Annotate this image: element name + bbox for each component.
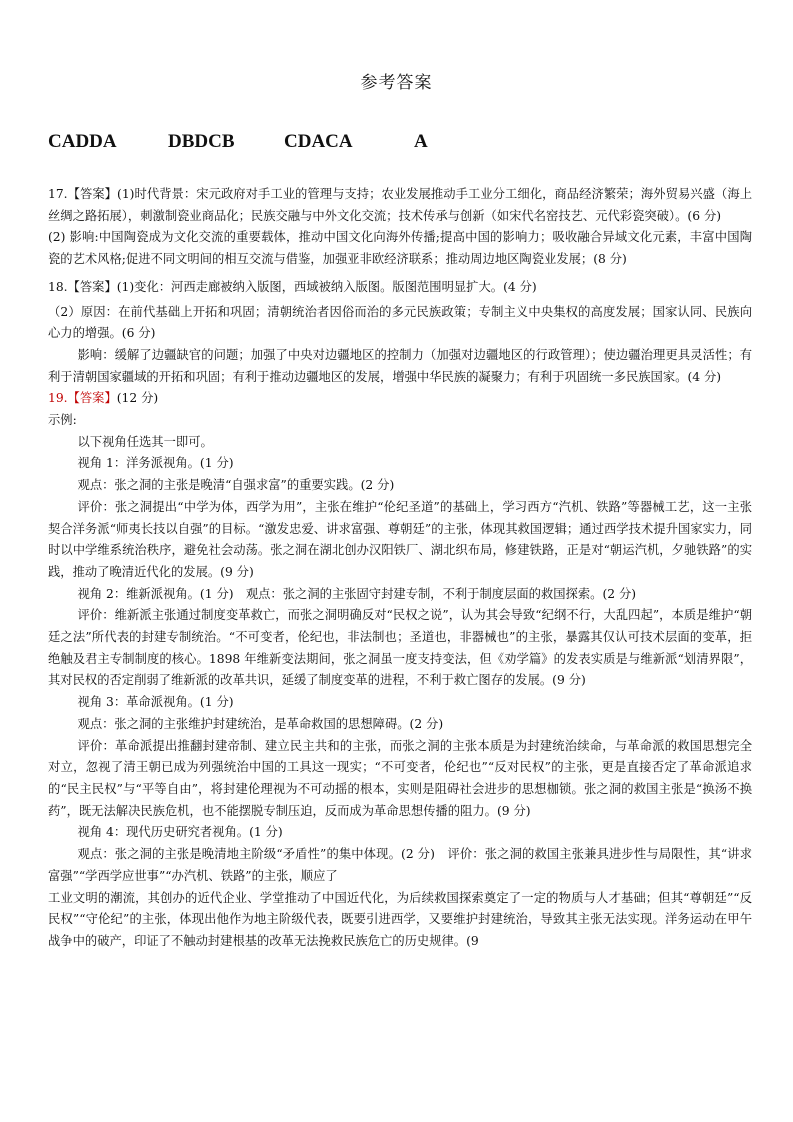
q19-view4-viewpoint: 观点：张之洞的主张是晚清地主阶级“矛盾性”的集中体现。(2 分) 评价：张之洞的救国主张兼具进步性与局限性，其“讲求富强”“学西学应世事”“办汽机、铁路”的主张，顺应了	[48, 847, 752, 883]
q19-view3-viewpoint: 观点：张之洞的主张维护封建统治，是革命救国的思想障碍。(2 分)	[77, 716, 444, 731]
answer-body	[48, 184, 752, 953]
q17-heading: 17.【答案】	[48, 187, 118, 201]
q19-intro: 以下视角任选其一即可。	[77, 434, 213, 449]
q17-part2: (2) 影响:中国陶瓷成为文化交流的重要载体，推动中国文化向海外传播;提高中国的影响力；吸收融合异域文化元素，丰富中国陶瓷的艺术风格;促进不同文明间的相互交流与借鉴，加强亚非欧经济联系；推动周边地区陶瓷业发展；(8 分)	[48, 230, 752, 267]
q19-view4-evaluation: 工业文明的潮流，其创办的近代企业、学堂推动了中国近代化，为后续救国探索奠定了一定的物质与人才基础；但其“尊朝廷”“反民权”“守伦纪”的主张，体现出他作为地主阶级代表，既要引进西学，又要维护封建统治，导致其主张无法实现。洋务运动在甲午战争中的破产，印证了不触动封建根基的改革无法挽救民族危亡的历史规律。(9	[48, 890, 752, 948]
q18-heading: 18.【答案】	[48, 279, 117, 294]
q19-view3-evaluation: 评价：革命派提出推翻封建帝制、建立民主共和的主张，而张之洞的主张本质是为封建统治续命，与革命派的救国思想完全对立，忽视了清王朝已成为列强统治中国的工具这一现实；“不可变者，伦纪也”“反对民权”的主张，更是直接否定了革命派追求的“民主民权”与“平等自由”，将封建伦理视为不可动摇的根本，实则是阻碍社会进步的思想枷锁。张之洞的救国主张是“换汤不换药”，既无法解决民族危机，也不能摆脱专制压迫，反而成为革命思想传播的阻力。(9 分)	[48, 738, 752, 818]
mc-group-1: CADDA	[48, 131, 117, 152]
q19-view1-evaluation: 评价：张之洞提出“中学为体，西学为用”，主张在维护“伦纪圣道”的基础上，学习西方“汽机、铁路”等器械工艺，这一主张契合洋务派“师夷长技以自强”的目标。“激发忠爱、讲求富强、尊朝廷”的主张，体现其救国逻辑；通过西学技术提升国家实力，同时以中学维系统治秩序，避免社会动荡。张之洞在湖北创办汉阳铁厂、湖北织布局，修建铁路，正是对“朝运汽机，夕驰铁路”的实践，推动了晚清近代化的发展。(9 分)	[48, 499, 752, 579]
q19-example-label: 示例:	[48, 413, 77, 428]
q19-view1-viewpoint: 观点：张之洞的主张是晚清“自强求富”的重要实践。(2 分)	[77, 478, 395, 493]
mc-group-4: A	[414, 131, 428, 152]
q19-score: (12 分)	[116, 391, 159, 406]
q19-view3-title: 视角 3：革命派视角。(1 分)	[77, 695, 234, 710]
q19-view2-title: 视角 2：维新派视角。(1 分) 观点：张之洞的主张固守封建专制，不利于制度层面的救国探索。(2 分)	[77, 586, 637, 601]
q19-view1-title: 视角 1：洋务派视角。(1 分)	[77, 456, 234, 471]
q18-part3: 影响：缓解了边疆缺官的问题；加强了中央对边疆地区的控制力（加强对边疆地区的行政管理）；使边疆治理更具灵活性；有利于清朝国家疆域的开拓和巩固；有利于推动边疆地区的发展，增强中华民族的凝聚力；有利于巩固统一多民族国家。(4 分)	[48, 347, 752, 384]
q17-part1: 17.【答案】(1)时代背景：宋元政府对手工业的管理与支持；农业发展推动手工业分工细化，商品经济繁荣；海外贸易兴盛（海上丝绸之路拓展），刺激制瓷业商品化；民族交融与中外文化交流；技术传承与创新（如宋代名窑技艺、元代彩瓷突破）。(6 分)	[48, 187, 752, 223]
q19-view4-title: 视角 4：现代历史研究者视角。(1 分)	[77, 825, 283, 840]
q19-view2-evaluation: 评价：维新派主张通过制度变革救亡，而张之洞明确反对“民权之说”，认为其会导致“纪纲不行，大乱四起”，本质是维护“朝廷之法”所代表的封建专制统治。“不可变者，伦纪也，非法制也；圣道也，非器械也”的主张，暴露其仅认可技术层面的变革，拒绝触及君主专制制度的核心。1898 年维新变法期间，张之洞虽一度支持变法，但《劝学篇》的发表实质是与维新派“划清界限”，其对民权的否定削弱了维新派的改革共识，延缓了制度变革的进程，不利于救亡图存的发展。(9 分)	[48, 608, 752, 688]
mc-group-3: CDACA	[284, 131, 353, 152]
q19-header	[48, 388, 752, 410]
q19-heading: 19.【答案】	[48, 391, 117, 406]
page-title: 参考答案	[360, 73, 433, 93]
q18-part2: （2）原因：在前代基础上开拓和巩固；清朝统治者因俗而治的多元民族政策；专制主义中央集权的高度发展；国家认同、民族向心力的增强。(6 分)	[48, 304, 752, 341]
q18-part1: 18.【答案】(1)变化：河西走廊被纳入版图，西域被纳入版图。版图范围明显扩大。(4 分)	[48, 279, 537, 294]
mc-group-2: DBDCB	[168, 131, 235, 152]
